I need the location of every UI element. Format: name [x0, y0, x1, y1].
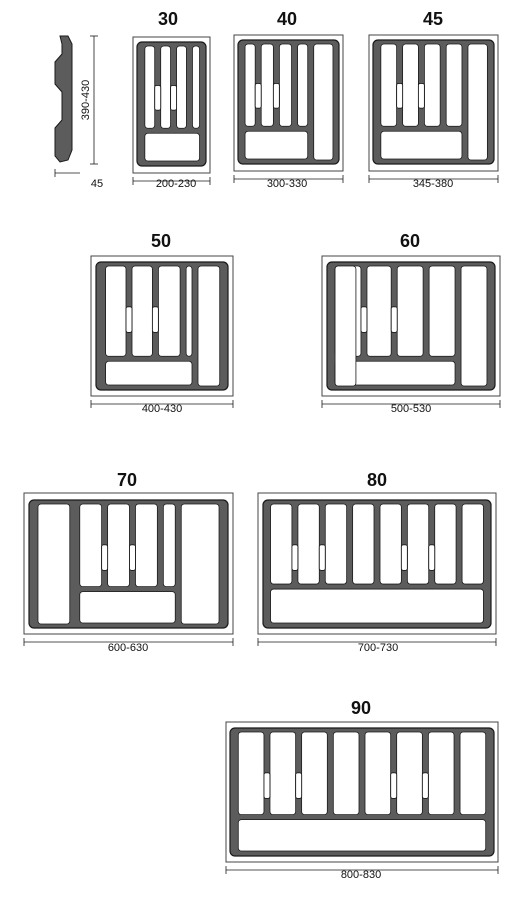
tray-70-width: 600-630 [107, 642, 149, 654]
tray-80-compartment-2 [325, 504, 346, 584]
tray-50-side-compartment-0 [198, 266, 220, 386]
tray-50-compartment-3 [186, 266, 192, 356]
tray-90-handle-6 [422, 773, 428, 799]
tray-60-side-compartment-1 [335, 266, 356, 386]
tray-70-handle-2 [129, 545, 135, 571]
tray-40-bottom-compartment [245, 131, 308, 159]
tray-70-size: 70 [116, 470, 138, 490]
tray-30-size: 30 [157, 9, 179, 29]
tray-80-compartment-3 [353, 504, 374, 584]
tray-80-handle-5 [401, 545, 407, 571]
tray-90-compartment-6 [428, 732, 454, 815]
tray-40-compartment-2 [279, 44, 291, 126]
tray-90-bottom-compartment [238, 820, 485, 851]
tray-45-compartment-1 [403, 44, 419, 126]
tray-50-bottom-compartment [106, 361, 192, 385]
tray-60-handle-1 [361, 307, 367, 333]
tray-50-compartment-0 [106, 266, 126, 356]
tray-90-compartment-4 [365, 732, 391, 815]
tray-80-handle-1 [292, 545, 298, 571]
tray-30-bottom-compartment [145, 133, 200, 161]
tray-40-compartment-0 [245, 44, 255, 126]
tray-30-compartment-1 [161, 46, 171, 128]
tray-80-compartment-1 [298, 504, 319, 584]
tray-30-compartment-3 [192, 46, 199, 128]
tray-70-bottom-compartment [80, 592, 175, 623]
tray-45-compartment-3 [446, 44, 462, 126]
tray-70-side-compartment-1 [38, 504, 70, 624]
tray-80-bottom-compartment [271, 589, 484, 623]
side-profile-shape [55, 36, 72, 162]
tray-90 [226, 722, 498, 874]
tray-40-width: 300-330 [266, 178, 308, 190]
tray-90-handle-1 [264, 773, 270, 799]
tray-60-size: 60 [399, 231, 421, 251]
tray-60-compartment-3 [429, 266, 455, 356]
tray-50-width: 400-430 [141, 403, 183, 415]
tray-80-compartment-6 [435, 504, 456, 584]
tray-45-handle-1 [397, 83, 403, 108]
tray-45-width: 345-380 [412, 178, 454, 190]
tray-80-handle-6 [429, 545, 435, 571]
tray-90-compartment-7 [460, 732, 486, 815]
tray-45 [369, 35, 498, 183]
tray-90-handle-5 [391, 773, 397, 799]
tray-45-size: 45 [422, 9, 444, 29]
tray-60-compartment-1 [367, 266, 391, 356]
tray-40-side-compartment-0 [314, 44, 333, 160]
tray-50-handle-1 [126, 307, 132, 333]
tray-60-width: 500-530 [390, 403, 432, 415]
tray-45-compartment-0 [381, 44, 397, 126]
tray-30-handle-1 [155, 85, 161, 110]
tray-90-compartment-2 [302, 732, 328, 815]
tray-70-compartment-2 [135, 504, 157, 587]
tray-50-compartment-2 [158, 266, 180, 356]
tray-90-size: 90 [350, 698, 372, 718]
tray-60-side-compartment-0 [461, 266, 487, 386]
tray-30-width: 200-230 [155, 178, 197, 190]
tray-40-compartment-3 [298, 44, 308, 126]
tray-80-compartment-4 [380, 504, 401, 584]
tray-50-handle-2 [152, 307, 158, 333]
tray-90-compartment-5 [397, 732, 423, 815]
tray-45-compartment-2 [424, 44, 440, 126]
tray-80-compartment-0 [271, 504, 292, 584]
tray-80-compartment-5 [407, 504, 428, 584]
tray-70-side-compartment-0 [181, 504, 219, 624]
tray-40-compartment-1 [261, 44, 273, 126]
tray-45-handle-2 [418, 83, 424, 108]
tray-50-size: 50 [150, 231, 172, 251]
tray-30-compartment-0 [145, 46, 155, 128]
tray-80-size: 80 [366, 470, 388, 490]
tray-30-handle-2 [171, 85, 177, 110]
tray-30 [133, 37, 210, 185]
profile-height-label: 390-430 [80, 79, 92, 121]
tray-80-width: 700-730 [357, 642, 399, 654]
tray-60-handle-2 [391, 307, 397, 333]
tray-70 [24, 493, 233, 646]
tray-45-side-compartment-0 [468, 44, 487, 160]
tray-80 [258, 493, 496, 646]
tray-90-handle-2 [296, 773, 302, 799]
tray-30-compartment-2 [177, 46, 187, 128]
tray-70-compartment-1 [108, 504, 130, 587]
tray-50 [91, 256, 233, 408]
tray-90-compartment-0 [238, 732, 264, 815]
tray-80-handle-2 [319, 545, 325, 571]
tray-90-compartment-1 [270, 732, 296, 815]
tray-50-compartment-1 [132, 266, 152, 356]
profile-depth-label: 45 [90, 178, 104, 190]
tray-80-compartment-7 [462, 504, 483, 584]
tray-60-compartment-2 [397, 266, 423, 356]
tray-45-bottom-compartment [381, 131, 462, 159]
tray-70-compartment-3 [163, 504, 175, 587]
tray-70-handle-1 [102, 545, 108, 571]
tray-40-size: 40 [276, 9, 298, 29]
tray-40-handle-2 [273, 83, 279, 108]
tray-40 [234, 35, 343, 183]
tray-90-compartment-3 [333, 732, 359, 815]
tray-60 [322, 256, 500, 408]
tray-90-width: 800-830 [340, 869, 382, 881]
tray-40-handle-1 [255, 83, 261, 108]
tray-70-compartment-0 [80, 504, 102, 587]
